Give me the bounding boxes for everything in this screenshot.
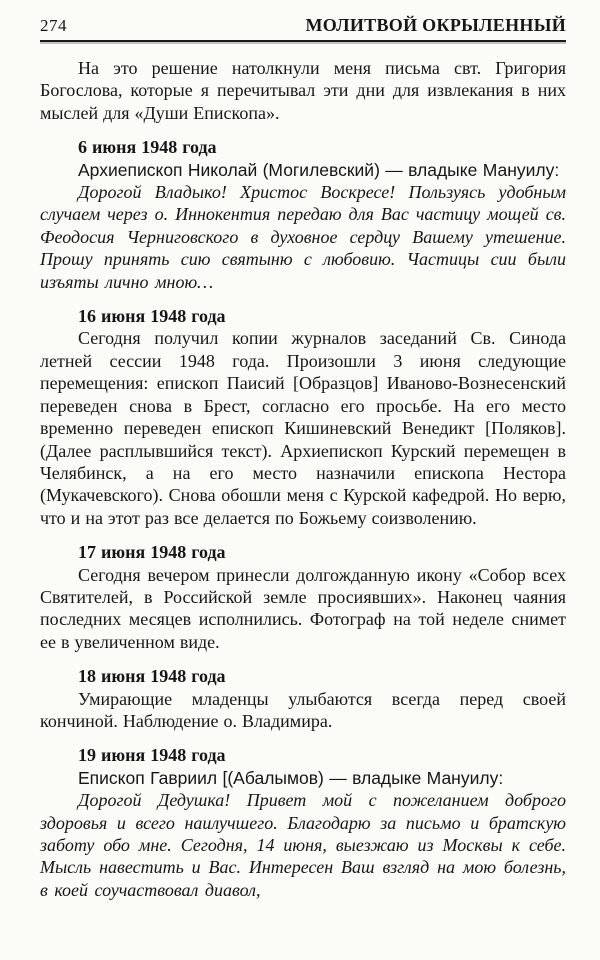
running-title: МОЛИТВОЙ ОКРЫЛЕННЫЙ bbox=[305, 15, 566, 35]
date-heading-19-june-1948: 19 июня 1948 года bbox=[78, 745, 226, 766]
diary-entry-16-june: Сегодня получил копии журналов заседаний Св. Синода летней сессии 1948 года. Произошли 3 июня следующие перемещения: епископ Паисий [Образцов] Иваново-Вознесенский переведен снова в Брест, согласно его просьбе. На его место временно переведен епископ Кишиневский Венедикт [Поляков]. (Далее расплывшийся текст). Архиепископ Курский перемещен в Челябинск, а на его место назначили епископа Нестора (Мукачевского). Снова обошли меня с Курской кафедрой. Но верю, что и на этот раз все делается по Божьему соизволению. bbox=[40, 328, 566, 528]
date-heading-6-june-1948: 6 июня 1948 года bbox=[78, 137, 217, 158]
addressee-line-nikolai-to-manuil: Архиепископ Николай (Могилевский) — владыке Мануилу: bbox=[78, 159, 560, 180]
letter-text-gavriil: Дорогой Дедушка! Привет мой с пожеланием доброго здоровья и всего наилучшего. Благодарю за письмо и братскую заботу обо мне. Сегодня, 14 июня, выезжаю из Москвы к себе. Мысль навестить и Вас. Интересен Ваш взгляд на мою болезнь, в коей соучаствовал диавол, bbox=[40, 790, 566, 900]
intro-paragraph: На это решение натолкнули меня письма свт. Григория Богослова, которые я перечитывал эти дни для извлекания в них мыслей для «Души Епископа». bbox=[40, 58, 566, 123]
letter-text-nikolai: Дорогой Владыко! Христос Воскресе! Пользуясь удобным случаем через о. Иннокентия передаю для Вас частицу мощей св. Феодосия Черниговского в духовное сердцу Вашему утешение. Прошу принять сию святыню с любовию. Частицы сии были изъяты лично мною… bbox=[40, 182, 566, 292]
date-heading-16-june-1948: 16 июня 1948 года bbox=[78, 306, 226, 327]
diary-entry-17-june: Сегодня вечером принесли долгожданную икону «Собор всех Святителей, в Российской земле просиявших». Наконец чаяния последних месяцев исполнились. Фотограф на той неделе снимет ее в увеличенном виде. bbox=[40, 564, 566, 652]
header-rule bbox=[40, 40, 566, 42]
page-text-block bbox=[40, 57, 566, 901]
diary-entry-18-june: Умирающие младенцы улыбаются всегда перед своей кончиной. Наблюдение о. Владимира. bbox=[40, 688, 566, 731]
date-heading-17-june-1948: 17 июня 1948 года bbox=[78, 542, 226, 563]
running-head bbox=[40, 14, 566, 37]
date-heading-18-june-1948: 18 июня 1948 года bbox=[78, 666, 226, 687]
addressee-line-gavriil-to-manuil: Епископ Гавриил [(Абалымов) — владыке Мануилу: bbox=[78, 767, 504, 788]
page-number: 274 bbox=[40, 16, 67, 35]
